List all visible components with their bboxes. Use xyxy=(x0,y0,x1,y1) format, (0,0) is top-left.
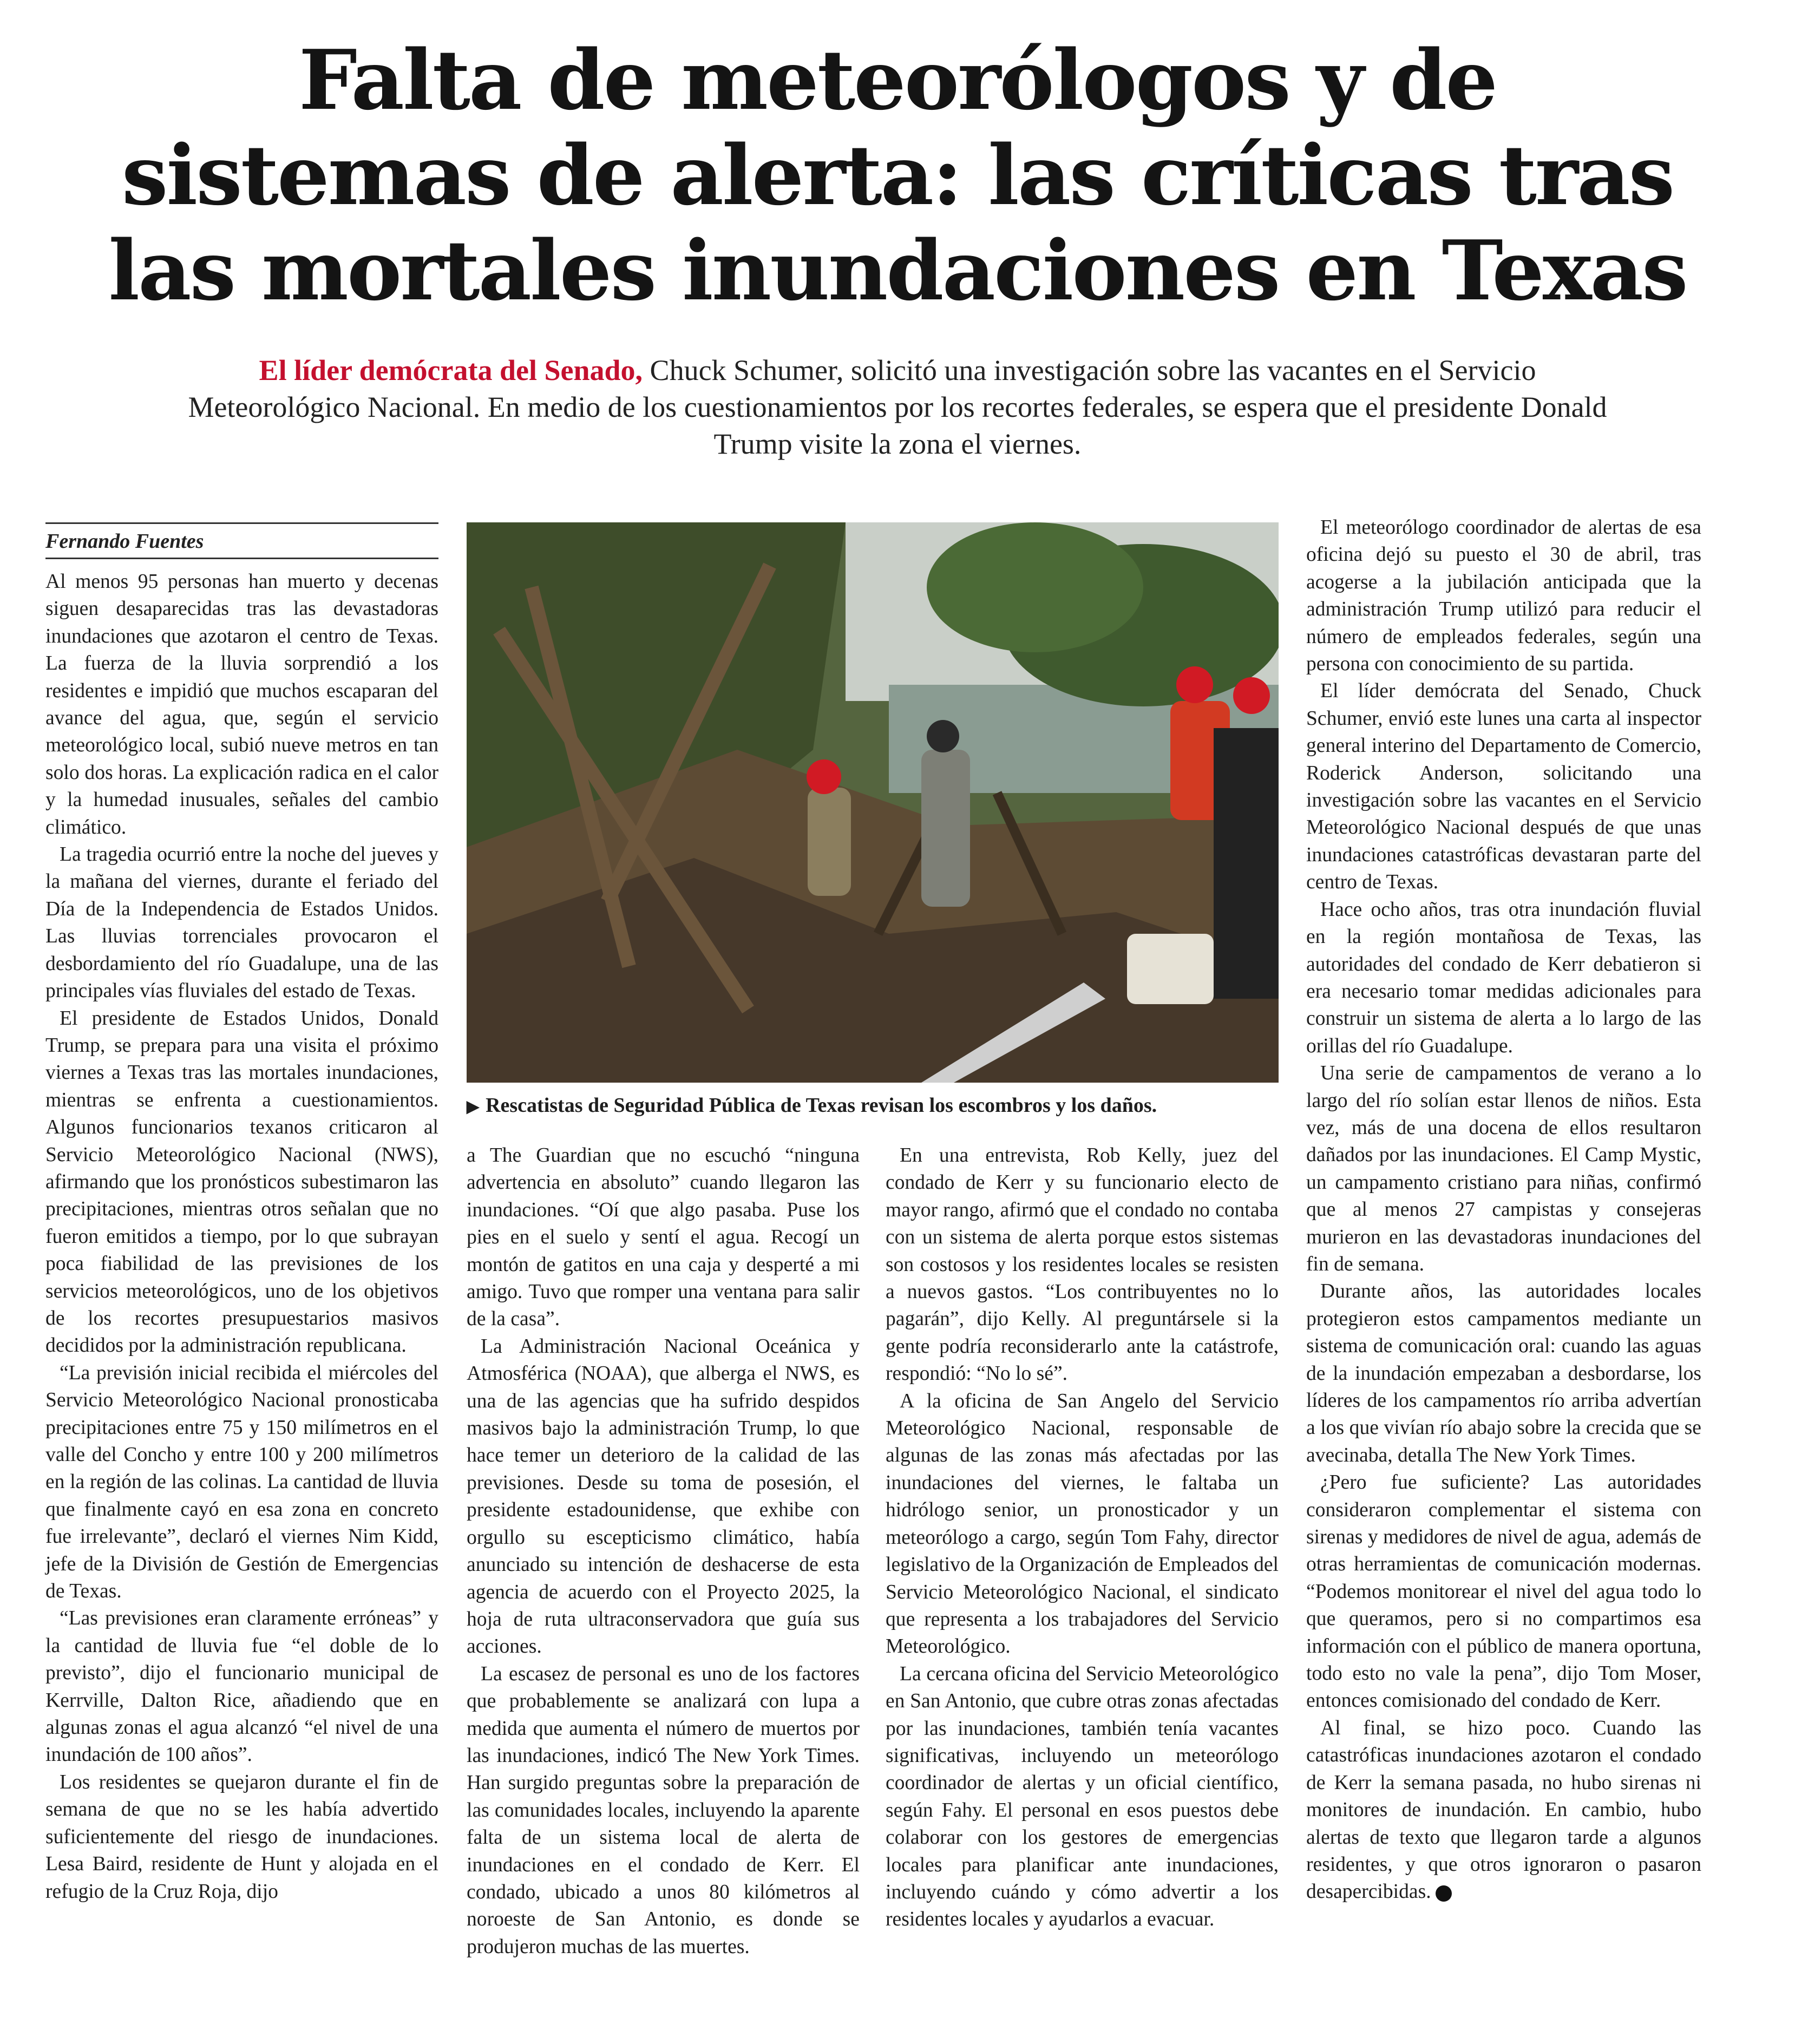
paragraph: La cercana oficina del Servicio Meteorológico en San Antonio, que cubre otras zonas afectadas por las inundaciones, también tenía vacantes significativas, incluyendo un meteorólogo coordinador de alertas y un oficial científico, según Fahy. El personal en esos puestos debe colaborar con los gestores de emergencias locales para planificar ante inundaciones, incluyendo cuándo y cómo advertir a los residentes locales y ayudarlos a evacuar. xyxy=(886,1662,1279,1931)
paragraph xyxy=(1306,1715,1701,1906)
end-mark-icon xyxy=(1436,1885,1452,1902)
photo-caption xyxy=(467,1092,1279,1120)
paragraph: “Las previsiones eran claramente erróneas” y la cantidad de lluvia fue “el doble de lo previsto”, dijo el funcionario municipal de Kerrville, Dalton Rice, añadiendo que en algunas zonas el agua alcanzó “el nivel de una inundación de 100 años”. xyxy=(45,1607,438,1766)
caption-triangle-icon: ▶ xyxy=(467,1098,480,1116)
paragraph: A la oficina de San Angelo del Servicio Meteorológico Nacional, responsable de algunas de las zonas más afectadas por las inundaciones del viernes, le faltaba un hidrólogo senior, un pronosticador y un meteorólogo a cargo, según Tom Fahy, director legislativo de la Organización de Empleados del Servicio Meteorológico Nacional, el sindicato que representa a los trabajadores del Servicio Meteorológico. xyxy=(886,1390,1279,1658)
paragraph: Al menos 95 personas han muerto y decenas siguen desaparecidas tras las devastadoras inundaciones que azotaron el centro de Texas. La fuerza de la lluvia sorprendió a los residentes e impidió que muchos escaparan del avance del agua, que, según el servicio meteorológico local, subió nueve metros en tan solo dos horas. La explicación radica en el calor y la humedad inusuales, señales del cambio climático. xyxy=(45,571,438,838)
deck xyxy=(179,352,1616,462)
paragraph: Una serie de campamentos de verano a lo largo del río solían estar llenos de niños. Esta vez, más de una docena de ellos resultaron dañados por las inundaciones. El Camp Mystic, un campamento cristiano para niñas, confirmó que al menos 27 campistas y consejeras murieron en las devastadoras inundaciones del fin de semana. xyxy=(1306,1062,1701,1275)
paragraph: El líder demócrata del Senado, Chuck Schumer, envió este lunes una carta al inspector general interino del Departamento de Comercio, Roderick Anderson, solicitando una investigación sobre las vacantes en el Servicio Meteorológico Nacional después de que unas inundaciones catastróficas devastaran parte del centro de Texas. xyxy=(1306,680,1701,894)
paragraph: El meteorólogo coordinador de alertas de esa oficina dejó su puesto el 30 de abril, tras acogerse a la jubilación anticipada que la administración Trump utilizó para reducir el número de empleados federales, según una persona con conocimiento de su partida. xyxy=(1306,516,1701,676)
paragraph-text: Al final, se hizo poco. Cuando las catastróficas inundaciones azotaron el condado de Kerr la semana pasada, no hubo sirenas ni monitores de inundación. En cambio, hubo alertas de texto que llegaron tarde a algunos residentes, y que otros ignoraron o pasaron desapercibidas. xyxy=(1306,1717,1701,1903)
paragraph: Hace ocho años, tras otra inundación fluvial en la región montañosa de Texas, las autoridades del condado de Kerr debatieron si era necesario tomar medidas adicionales para construir un sistema de alerta a lo largo de las orillas del río Guadalupe. xyxy=(1306,898,1701,1057)
byline: Fernando Fuentes xyxy=(45,522,438,559)
paragraph: a The Guardian que no escuchó “ninguna advertencia en absoluto” cuando llegaron las inundaciones. “Oí que algo pasaba. Puse los pies en el suelo y sentí el agua. Recogí un montón de gatitos en una caja y desperté a mi amigo. Tuvo que romper una ventana para salir de la casa”. xyxy=(467,1144,860,1331)
paragraph: La Administración Nacional Oceánica y Atmosférica (NOAA), que alberga el NWS, es una de las agencias que ha sufrido despidos masivos bajo la administración Trump, lo que hace temer un deterioro de la calidad de las previsiones. Desde su toma de posesión, el presidente estadounidense, que exhibe con orgullo su escepticismo climático, había anunciado su intención de deshacerse de esta agencia de acuerdo con el Proyecto 2025, la hoja de ruta ultraconservadora que guía sus acciones. xyxy=(467,1335,860,1658)
paragraph: Los residentes se quejaron durante el fin de semana de que no se les había advertido suficientemente del riesgo de inundaciones. Lesa Baird, residente de Hunt y alojada en el refugio de la Cruz Roja, dijo xyxy=(45,1771,438,1903)
deck-text: Chuck Schumer, solicitó una investigación sobre las vacantes en el Servicio Meteorológico Nacional. En medio de los cuestionamientos por los recortes federales, se espera que el presidente Donald Trump visite la zona el viernes. xyxy=(188,354,1607,460)
caption-text: Rescatistas de Seguridad Pública de Texas revisan los escombros y los daños. xyxy=(486,1094,1157,1117)
article-column-3 xyxy=(886,1142,1279,2008)
paragraph: El presidente de Estados Unidos, Donald Trump, se prepara para una visita el próximo viernes a Texas tras las mortales inundaciones, mientras se enfrenta a cuestionamientos. Algunos funcionarios texanos criticaron al Servicio Meteorológico Nacional (NWS), afirmando que los pronósticos subestimaron las precipitaciones, mientras otros señalan que no fueron emitidos a tiempo, por lo que subrayan poca fiabilidad de las previsiones de los servicios meteorológicos, uno de los objetivos de los recortes presupuestarios masivos decididos por la administración republicana. xyxy=(45,1007,438,1357)
paragraph: Durante años, las autoridades locales protegieron estos campamentos mediante un sistema de comunicación oral: cuando las aguas de la inundación empezaban a desbordarse, los líderes de los campamentos río arriba advertían a los que vivían río abajo sobre la crecida que se avecinaba, detalla The New York Times. xyxy=(1306,1280,1701,1466)
paragraph: “La previsión inicial recibida el miércoles del Servicio Meteorológico Nacional pronosticaba precipitaciones entre 75 y 150 milímetros en el valle del Concho y entre 100 y 200 milímetros en la región de las colinas. La cantidad de lluvia que finalmente cayó en esa zona en concreto fue irrelevante”, declaró el viernes Nim Kidd, jefe de la División de Gestión de Emergencias de Texas. xyxy=(45,1361,438,1603)
article-column-1 xyxy=(45,568,438,2003)
news-photo xyxy=(467,522,1279,1083)
deck-lead: El líder demócrata del Senado, xyxy=(259,354,643,386)
article-column-2 xyxy=(467,1142,860,2008)
rescue-scene-illustration xyxy=(467,522,1279,1083)
paragraph: La escasez de personal es uno de los factores que probablemente se analizará con lupa a medida que aumenta el número de muertos por las inundaciones, indicó The New York Times. Han surgido preguntas sobre la preparación de las comunidades locales, incluyendo la aparente falta de un sistema local de alerta de inundaciones en el condado de Kerr. El condado, ubicado a unos 80 kilómetros al noroeste de San Antonio, es donde se produjeron muchas de las muertes. xyxy=(467,1662,860,1958)
paragraph: ¿Pero fue suficiente? Las autoridades consideraron complementar el sistema con sirenas y medidores de nivel de agua, además de otras herramientas de comunicación modernas. “Podemos monitorear el nivel del agua todo lo que queramos, pero si no compartimos esa información con el público de manera oportuna, todo esto no vale la pena”, dijo Tom Moser, entonces comisionado del condado de Kerr. xyxy=(1306,1471,1701,1712)
paragraph: La tragedia ocurrió entre la noche del jueves y la mañana del viernes, durante el feriado del Día de la Independencia de Estados Unidos. Las lluvias torrenciales provocaron el desbordamiento del río Guadalupe, una de las principales vías fluviales del estado de Texas. xyxy=(45,843,438,1003)
headline: Falta de meteorólogos y de sistemas de alerta: las críticas tras las mortales inundaciones en Texas xyxy=(108,31,1687,319)
article-column-4 xyxy=(1306,514,1701,2008)
paragraph: En una entrevista, Rob Kelly, juez del condado de Kerr y su funcionario electo de mayor rango, afirmó que el condado no contaba con un sistema de alerta porque estos sistemas son costosos y los residentes locales se resisten a nuevos gastos. “Los contribuyentes no lo pagarán”, dijo Kelly. Al preguntársele si la gente podría reconsiderarlo ante la catástrofe, respondió: “No lo sé”. xyxy=(886,1144,1279,1385)
